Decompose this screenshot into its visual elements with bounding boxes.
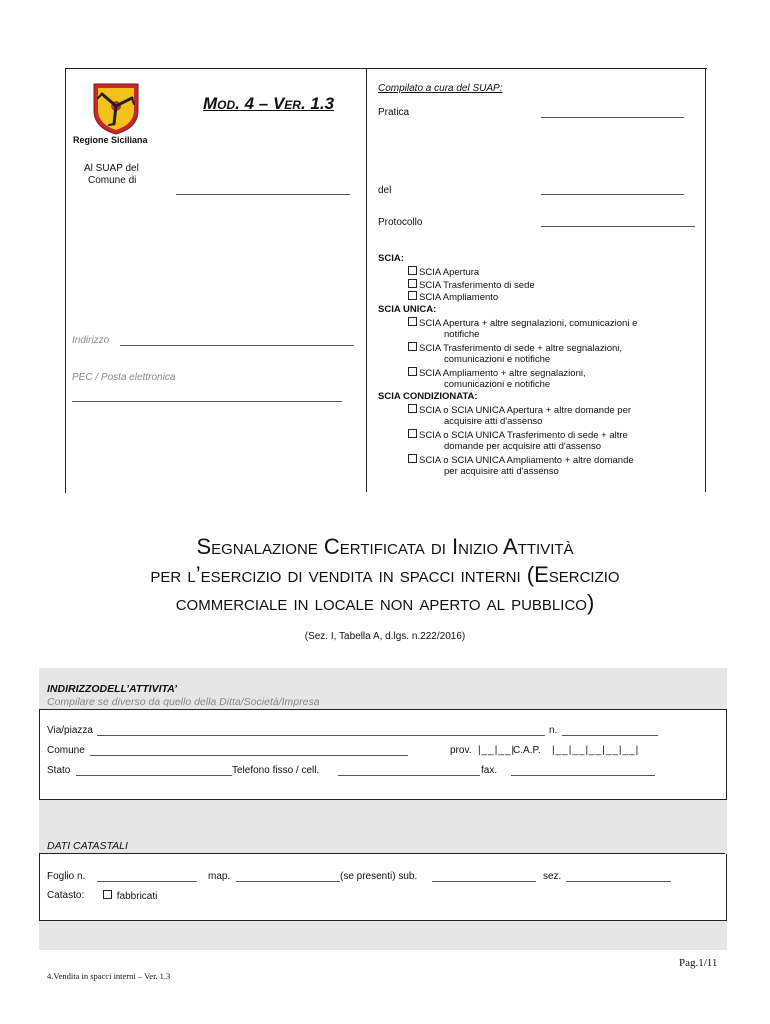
number-label: n. — [549, 725, 558, 736]
checkbox-icon — [408, 279, 417, 288]
scia-condizionata-heading: SCIA CONDIZIONATA: — [378, 391, 478, 402]
via-label: Via/piazza — [47, 725, 93, 736]
telefono-field[interactable] — [338, 775, 480, 776]
telefono-label: Telefono fisso / cell. — [232, 765, 320, 776]
sez-label: sez. — [543, 871, 562, 882]
map-field[interactable] — [236, 881, 340, 882]
pec-field[interactable] — [72, 401, 342, 402]
title-line-2: per l’esercizio di vendita in spacci interni (Esercizio — [150, 562, 620, 587]
cadastral-heading: DATI CATASTALI — [47, 840, 128, 852]
document-title — [0, 533, 770, 617]
fabbricati-label: fabbricati — [116, 891, 158, 902]
comune-field[interactable] — [176, 194, 350, 195]
number-field[interactable] — [562, 735, 658, 736]
option-continuation: comunicazioni e notifiche — [444, 379, 551, 390]
pratica-field[interactable] — [541, 117, 684, 118]
title-line-3: commerciale in locale non aperto al pubblico) — [175, 590, 595, 615]
scia-heading: SCIA: — [378, 253, 404, 264]
checkbox-icon — [408, 291, 417, 300]
option-continuation: domande per acquisire atti d'assenso — [444, 441, 602, 452]
option-label: SCIA Trasferimento di sede + altre segnalazioni, — [419, 343, 623, 354]
checkbox-icon — [408, 429, 417, 438]
option-label: SCIA Ampliamento — [419, 292, 499, 303]
option-label: SCIA o SCIA UNICA Trasferimento di sede + altre — [419, 430, 628, 441]
logo-caption: Regione Siciliana — [73, 135, 148, 145]
option-unica-ampliamento[interactable] — [408, 367, 586, 379]
sub-label: (se presenti) sub. — [340, 871, 418, 882]
option-continuation: comunicazioni e notifiche — [444, 354, 551, 365]
prov-label: prov. — [450, 745, 472, 756]
checkbox-icon — [408, 454, 417, 463]
option-scia-ampliamento[interactable] — [408, 291, 498, 303]
footer-doc-name: 4.Vendita in spacci interni – Ver. 1.3 — [47, 971, 171, 981]
option-label: SCIA o SCIA UNICA Apertura + altre domande per — [419, 405, 632, 416]
title-line-1: Segnalazione Certificata di Inizio Attività — [196, 534, 574, 559]
page-number: Pag.1/11 — [679, 957, 718, 969]
pratica-label: Pratica — [378, 107, 410, 118]
catasto-label: Catasto: — [47, 890, 85, 901]
option-continuation: acquisire atti d'assenso — [444, 416, 543, 427]
map-label: map. — [208, 871, 231, 882]
option-scia-apertura[interactable] — [408, 266, 479, 278]
option-label: SCIA Apertura + altre segnalazioni, comunicazioni e — [419, 318, 638, 329]
foglio-field[interactable] — [97, 881, 197, 882]
checkbox-icon — [408, 367, 417, 376]
address-section-subheading: Compilare se diverso da quello della Ditta/Società/Impresa — [47, 696, 320, 708]
option-cond-apertura[interactable] — [408, 404, 631, 416]
addressee-line1: Al SUAP del — [84, 163, 139, 174]
option-label: SCIA Trasferimento di sede — [419, 280, 535, 291]
suap-title: Compilato a cura del SUAP: — [378, 83, 503, 94]
foglio-label: Foglio n. — [47, 871, 86, 882]
address-section-heading: INDIRIZZODELL’ATTIVITA’ — [47, 683, 178, 695]
sez-field[interactable] — [566, 881, 671, 882]
option-fabbricati[interactable] — [103, 890, 157, 902]
option-label: SCIA Ampliamento + altre segnalazioni, — [419, 368, 586, 379]
checkbox-icon — [103, 890, 112, 899]
addressee-line2: Comune di — [88, 175, 137, 186]
address-label: Indirizzo — [72, 335, 110, 346]
prov-field[interactable]: |__|__| — [478, 745, 516, 756]
regione-siciliana-logo-icon — [90, 80, 142, 136]
pec-label: PEC / Posta elettronica — [72, 372, 176, 383]
del-label: del — [378, 185, 392, 196]
checkbox-icon — [408, 404, 417, 413]
model-version: Mod. 4 – Ver. 1.3 — [203, 94, 335, 113]
option-continuation: notifiche — [444, 329, 480, 340]
stato-field[interactable] — [76, 775, 232, 776]
comune-label: Comune — [47, 745, 85, 756]
legal-reference: (Sez. I, Tabella A, d.lgs. n.222/2016) — [304, 631, 466, 642]
stato-label: Stato — [47, 765, 71, 776]
del-field[interactable] — [541, 194, 684, 195]
cadastral-form-box — [39, 854, 727, 921]
option-label: SCIA Apertura — [419, 267, 480, 278]
checkbox-icon — [408, 317, 417, 326]
protocollo-field[interactable] — [541, 226, 695, 227]
sub-field[interactable] — [432, 881, 536, 882]
checkbox-icon — [408, 266, 417, 275]
option-cond-trasferimento[interactable] — [408, 429, 628, 441]
cap-label: C.A.P. — [513, 745, 541, 756]
fax-field[interactable] — [511, 775, 655, 776]
address-field[interactable] — [120, 345, 354, 346]
via-field[interactable] — [97, 735, 545, 736]
protocollo-label: Protocollo — [378, 217, 423, 228]
scia-unica-heading: SCIA UNICA: — [378, 304, 437, 315]
comune-input[interactable] — [90, 755, 408, 756]
option-continuation: per acquisire atti d'assenso — [444, 466, 559, 477]
checkbox-icon — [408, 342, 417, 351]
cap-field[interactable]: |__|__|__|__|__| — [552, 745, 640, 756]
option-unica-trasferimento[interactable] — [408, 342, 622, 354]
option-label: SCIA o SCIA UNICA Ampliamento + altre domande — [419, 455, 634, 466]
option-unica-apertura[interactable] — [408, 317, 637, 329]
option-cond-ampliamento[interactable] — [408, 454, 634, 466]
fax-label: fax. — [481, 765, 498, 776]
header-divider — [366, 68, 367, 492]
header-right-edge — [705, 68, 706, 492]
option-scia-trasferimento[interactable] — [408, 279, 535, 291]
